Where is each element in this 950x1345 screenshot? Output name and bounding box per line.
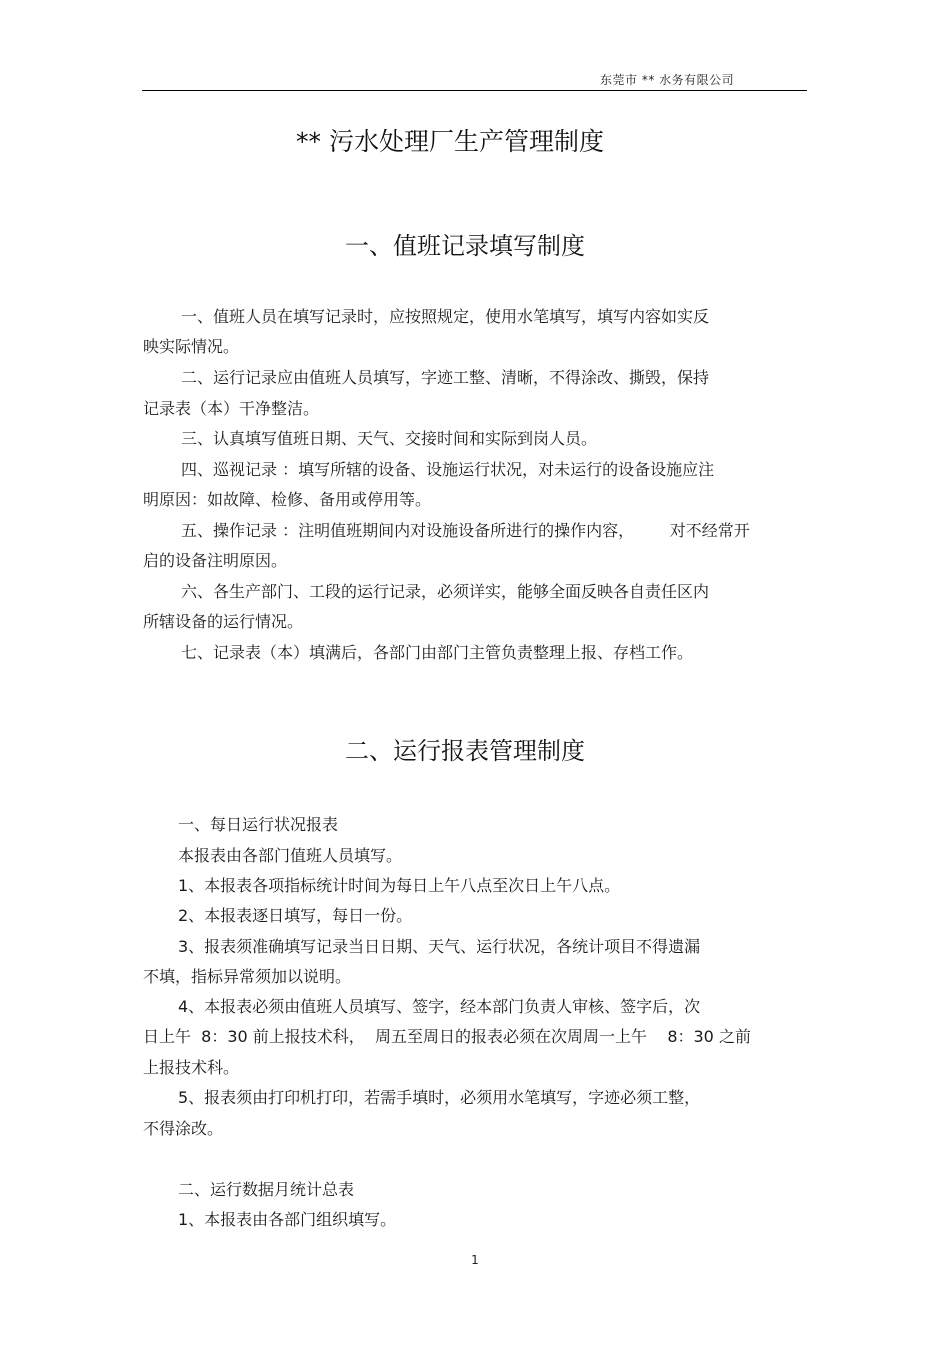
section-2-line: 2、本报表逐日填写，每日一份。 (178, 906, 413, 925)
section-2-line: 3、报表须准确填写记录当日日期、天气、运行状况，各统计项目不得遗漏 (178, 937, 701, 956)
section-1-line: 记录表（本）干净整洁。 (143, 399, 320, 418)
section-1-heading: 一、值班记录填写制度 (345, 232, 585, 260)
section-1-line: 七、记录表（本）填满后，各部门由部门主管负责整理上报、存档工作。 (181, 643, 694, 662)
section-2-line: 4、本报表必须由值班人员填写、签字，经本部门负责人审核、签字后，次 (178, 997, 701, 1016)
page-number: 1 (471, 1253, 479, 1267)
section-2-line: 5、报表须由打印机打印，若需手填时，必须用水笔填写，字迹必须工整， (178, 1088, 701, 1107)
section-2-subheading: 二、运行数据月统计总表 (178, 1180, 355, 1199)
section-1-line: 二、运行记录应由值班人员填写，字迹工整、清晰，不得涂改、撕毁，保持 (181, 368, 710, 387)
section-2-heading: 二、运行报表管理制度 (345, 737, 585, 765)
section-2-subheading: 一、每日运行状况报表 (178, 815, 339, 834)
header-divider (142, 90, 807, 91)
section-2-line: 上报技术科。 (143, 1058, 240, 1077)
section-1-line: 四、巡视记录 ：填写所辖的设备、设施运行状况，对未运行的设备设施应注 (181, 460, 715, 479)
section-2-line: 1、本报表各项指标统计时间为每日上午八点至次日上午八点。 (178, 876, 621, 895)
header-company-name: 东莞市 ** 水务有限公司 (600, 73, 735, 87)
section-2-line: 不得涂改。 (143, 1119, 224, 1138)
section-2-line: 日上午 8：30 前上报技术科， 周五至周日的报表必须在次周周一上午 8：30 之前 (143, 1027, 751, 1046)
section-2-line: 1、本报表由各部门组织填写。 (178, 1210, 397, 1229)
section-1-line: 映实际情况。 (143, 337, 240, 356)
section-1-line: 六、各生产部门、工段的运行记录，必须详实，能够全面反映各自责任区内 (181, 582, 710, 601)
section-1-line: 一、值班人员在填写记录时，应按照规定，使用水笔填写，填写内容如实反 (181, 307, 710, 326)
section-1-line: 三、认真填写值班日期、天气、交接时间和实际到岗人员。 (181, 429, 598, 448)
section-2-line: 本报表由各部门值班人员填写。 (178, 846, 403, 865)
section-2-line: 不填，指标异常须加以说明。 (143, 967, 352, 986)
section-1-line: 所辖设备的运行情况。 (143, 612, 304, 631)
document-title: ** 污水处理厂生产管理制度 (296, 127, 604, 156)
section-1-line: 启的设备注明原因。 (143, 551, 288, 570)
section-1-line: 五、操作记录 ：注明值班期间内对设施设备所进行的操作内容， 对不经常开 (181, 521, 750, 540)
section-1-line: 明原因：如故障、检修、备用或停用等。 (143, 490, 432, 509)
